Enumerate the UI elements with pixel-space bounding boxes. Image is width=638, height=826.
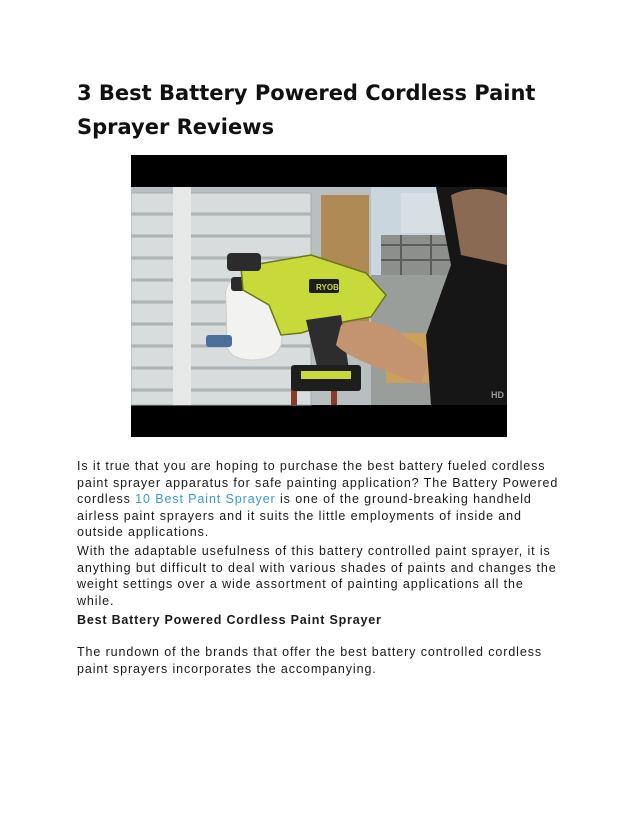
- brand-label: RYOBI: [316, 283, 342, 292]
- brands-paragraph: The rundown of the brands that offer the best battery controlled cordless paint sprayers incorporates the accompanying.: [77, 645, 543, 676]
- best-paint-sprayer-link[interactable]: 10 Best Paint Sprayer: [135, 492, 276, 506]
- photo-illustration: [131, 155, 507, 437]
- intro-paragraph: [77, 458, 565, 541]
- intro-text-start: Is it true that you are hoping to purchase the best battery fueled cordless paint sprayer apparatus for safe painting application? The Battery Powered cordless: [77, 459, 559, 506]
- intro-text-end: is one of the ground-breaking handheld airless paint sprayers and it suits the little employments of inside and outside applications.: [77, 492, 532, 539]
- usefulness-paragraph: With the adaptable usefulness of this battery controlled paint sprayer, it is anything but difficult to deal with various shades of paints and changes the weight settings over a wide assortment of painting applications all the while.: [77, 544, 557, 608]
- page-title: 3 Best Battery Powered Cordless Paint Sprayer Reviews: [77, 81, 536, 139]
- section-heading: Best Battery Powered Cordless Paint Sprayer: [77, 613, 382, 627]
- hd-badge: HD: [491, 390, 504, 400]
- paint-sprayer-photo: [131, 155, 507, 437]
